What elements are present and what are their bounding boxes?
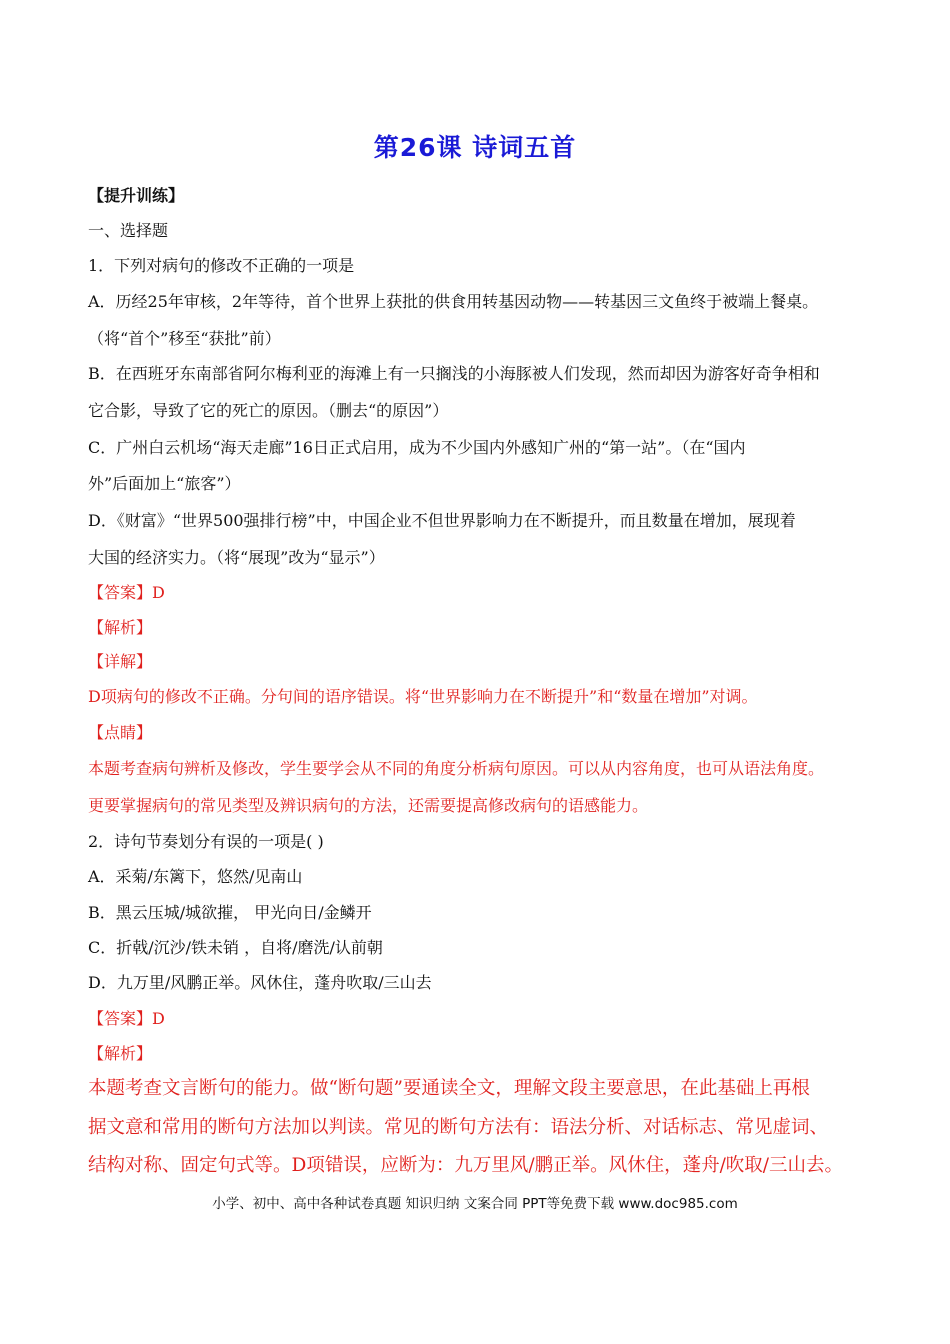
- q2-option-b: B．黑云压城/城欲摧， 甲光向日/金鳞开: [88, 903, 372, 922]
- section-tag: 【提升训练】: [88, 186, 185, 205]
- q1-option-c-line1: C．广州白云机场“海天走廊”16日正式启用，成为不少国内外感知广州的“第一站”。（在“国内: [88, 438, 746, 457]
- section-heading: 一、选择题: [88, 221, 169, 240]
- q1-option-c-line2: 外”后面加上“旅客”）: [88, 474, 241, 493]
- page-footer: 小学、初中、高中各种试卷真题 知识归纳 文案合同 PPT等免费下载 www.doc985.com: [212, 1196, 738, 1212]
- q1-option-b-line1: B．在西班牙东南部省阿尔梅利亚的海滩上有一只搁浅的小海豚被人们发现，然而却因为游客好奇争相和: [88, 364, 820, 383]
- q2-analysis-text-line3: 结构对称、固定句式等。D项错误，应断为：九万里风/鹏正举。风休住，蓬舟/吹取/三山去。: [88, 1155, 844, 1176]
- q1-detail-text: D项病句的修改不正确。分句间的语序错误。将“世界影响力在不断提升”和“数量在增加”对调。: [88, 687, 758, 706]
- q2-analysis-text-line1: 本题考查文言断句的能力。做“断句题”要通读全文，理解文段主要意思，在此基础上再根: [88, 1078, 810, 1099]
- q1-analysis-label: 【解析】: [88, 618, 153, 637]
- q2-answer: 【答案】D: [88, 1009, 165, 1028]
- q1-stem: 1．下列对病句的修改不正确的一项是: [88, 256, 355, 275]
- q2-stem: 2．诗句节奏划分有误的一项是( ): [88, 832, 324, 851]
- q1-option-a-line2: （将“首个”移至“获批”前）: [88, 329, 281, 348]
- q2-option-c: C．折戟/沉沙/铁未销 ，自将/磨洗/认前朝: [88, 938, 383, 957]
- q2-analysis-text-line2: 据文意和常用的断句方法加以判读。常见的断句方法有：语法分析、对话标志、常见虚词、: [88, 1117, 829, 1138]
- q2-option-d: D．九万里/风鹏正举。风休住，蓬舟吹取/三山去: [88, 973, 432, 992]
- q1-point-text-line1: 本题考查病句辨析及修改，学生要学会从不同的角度分析病句原因。可以从内容角度，也可从语法角度。: [88, 759, 825, 778]
- page-title: 第26课 诗词五首: [373, 133, 577, 162]
- q1-answer: 【答案】D: [88, 583, 165, 602]
- q1-detail-label: 【详解】: [88, 652, 153, 671]
- q1-option-d-line1: D．《财富》“世界500强排行榜”中，中国企业不但世界影响力在不断提升，而且数量在增加，展现着: [88, 511, 796, 530]
- q1-option-d-line2: 大国的经济实力。（将“展现”改为“显示”）: [88, 548, 385, 567]
- q2-option-a: A．采菊/东篱下，悠然/见南山: [88, 867, 303, 886]
- q1-point-text-line2: 更要掌握病句的常见类型及辨识病句的方法，还需要提高修改病句的语感能力。: [88, 796, 649, 815]
- q2-analysis-label: 【解析】: [88, 1044, 153, 1063]
- q1-point-label: 【点睛】: [88, 723, 153, 742]
- q1-option-a-line1: A．历经25年审核，2年等待，首个世界上获批的供食用转基因动物——转基因三文鱼终于被端上餐桌。: [88, 292, 819, 311]
- q1-option-b-line2: 它合影，导致了它的死亡的原因。（删去“的原因”）: [88, 401, 449, 420]
